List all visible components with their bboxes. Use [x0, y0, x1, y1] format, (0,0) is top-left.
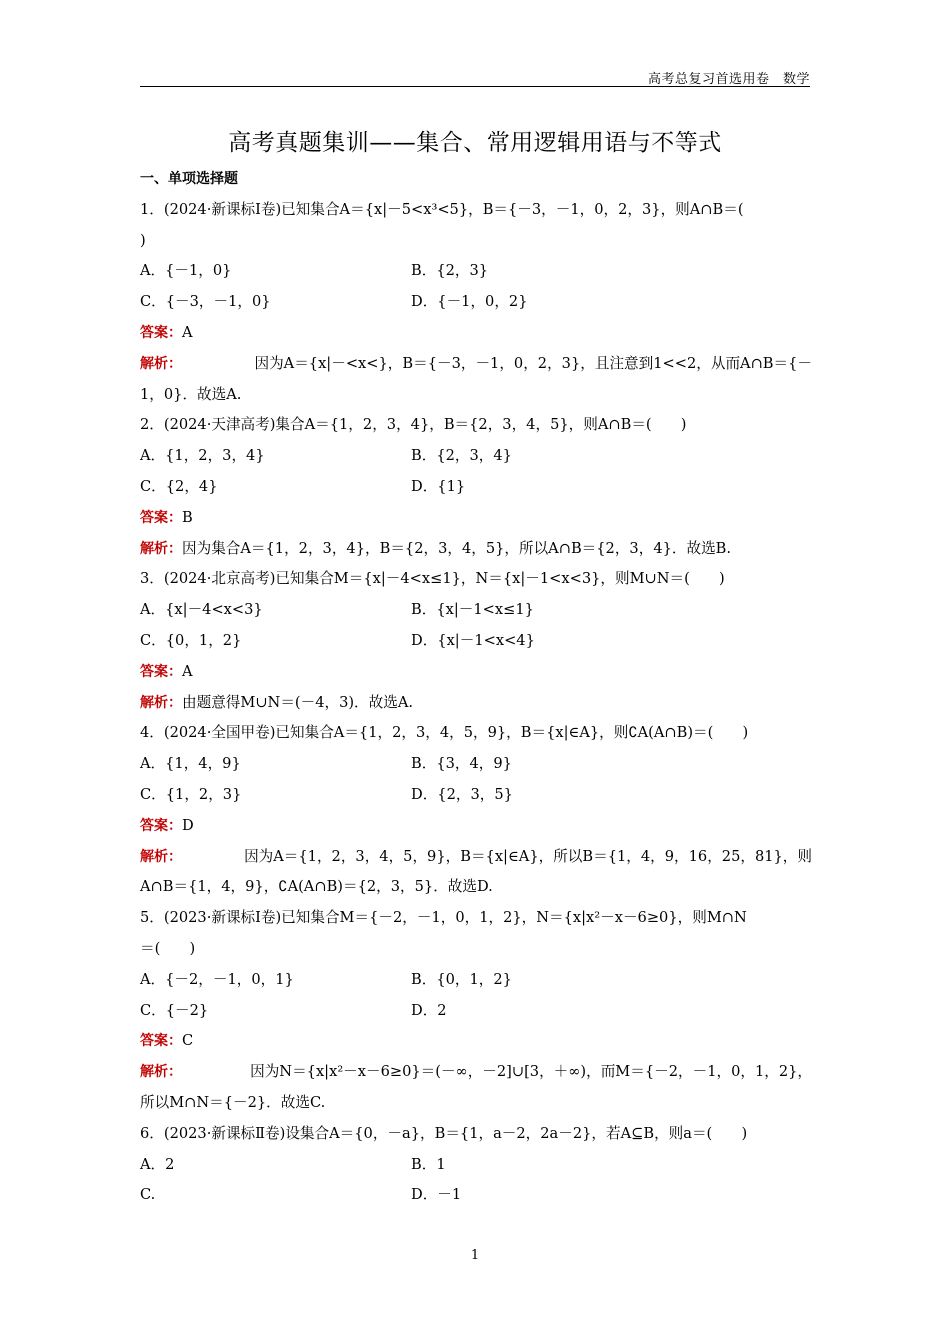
question-stem: 2．(2024·天津高考)集合A＝{1，2，3，4}，B＝{2，3，4，5}，则A∩B＝( ) — [140, 416, 687, 434]
options-row — [140, 476, 812, 507]
answer-line — [140, 815, 812, 846]
answer-value: A — [182, 662, 193, 680]
analysis-label: 解析： — [140, 848, 182, 865]
question-stem-cont: ) — [140, 231, 146, 249]
answer-label: 答案： — [140, 324, 182, 341]
question-3 — [140, 568, 812, 722]
option-a: A．{－2，－1，0，1} — [140, 970, 294, 988]
option-b: B．{0，1，2} — [411, 970, 512, 988]
analysis-line — [140, 538, 812, 569]
analysis-text-cont: A∩B＝{1，4，9}，∁A(A∩B)＝{2，3，5}．故选D. — [140, 878, 493, 896]
analysis-label: 解析： — [140, 1064, 182, 1081]
option-c: C．{0，1，2} — [140, 631, 242, 649]
question-stem: 6．(2023·新课标Ⅱ卷)设集合A＝{0，－a}，B＝{1，a－2，2a－2}，若A⊆B，则a＝( ) — [140, 1124, 748, 1142]
option-b: B．{2，3} — [411, 262, 489, 280]
question-4 — [140, 722, 812, 907]
options-row — [140, 753, 812, 784]
page-header — [140, 68, 810, 88]
analysis-label: 解析： — [140, 694, 182, 711]
page-title: 高考真题集训——集合、常用逻辑用语与不等式 — [228, 130, 722, 156]
analysis-line — [140, 353, 812, 384]
answer-line — [140, 322, 812, 353]
analysis-line — [140, 1061, 812, 1092]
analysis-label: 解析： — [140, 355, 182, 372]
option-c: C．{1，2，3} — [140, 785, 242, 803]
options-row — [140, 260, 812, 291]
question-stem: 4．(2024·全国甲卷)已知集合A＝{1，2，3，4，5，9}，B＝{x|∈A}，则∁A(A∩B)＝( ) — [140, 724, 749, 742]
analysis-label: 解析： — [140, 540, 182, 557]
option-d: D．{1} — [411, 477, 466, 495]
page-number: 1 — [470, 1248, 480, 1263]
analysis-line — [140, 846, 812, 877]
answer-line — [140, 1030, 812, 1061]
options-row — [140, 1000, 812, 1031]
answer-value: D — [182, 816, 194, 834]
answer-value: C — [182, 1032, 194, 1050]
option-b: B．{x|－1<x≤1} — [411, 601, 534, 619]
options-row — [140, 1154, 812, 1185]
document-body — [140, 168, 812, 1215]
section-heading: 一、单项选择题 — [140, 171, 238, 187]
header-text: 高考总复习首选用卷 数学 — [647, 72, 810, 87]
option-b: B．{3，4，9} — [411, 755, 512, 773]
options-row — [140, 784, 812, 815]
options-row — [140, 291, 812, 322]
analysis-text: 因为集合A＝{1，2，3，4}，B＝{2，3，4，5}，所以A∩B＝{2，3，4}．故选B. — [182, 539, 732, 557]
option-a: A．{x|－4<x<3} — [140, 601, 263, 619]
analysis-text: 因为A＝{x|－<x<}，B＝{－3，－1，0，2，3}，且注意到1<<2，从而A∩B＝{－ — [254, 354, 812, 372]
analysis-text: 由题意得M∪N＝(－4，3)．故选A. — [182, 693, 414, 711]
option-b: B．1 — [411, 1155, 446, 1173]
option-c: C．{－3，－1，0} — [140, 293, 271, 311]
option-d: D．2 — [411, 1001, 447, 1019]
question-5 — [140, 907, 812, 1123]
option-d: D．{x|－1<x<4} — [411, 631, 535, 649]
question-stem: 1．(2024·新课标Ⅰ卷)已知集合A＝{x|－5<x³<5}，B＝{－3，－1，0，2，3}，则A∩B＝( — [140, 200, 744, 218]
question-stem: 5．(2023·新课标Ⅰ卷)已知集合M＝{－2，－1，0，1，2}，N＝{x|x²－x－6≥0}，则M∩N — [140, 909, 747, 927]
option-a: A．{1，4，9} — [140, 755, 241, 773]
analysis-text: 因为N＝{x|x²－x－6≥0}＝(－∞，－2]∪[3，＋∞)，而M＝{－2，－1，0，1，2}， — [250, 1063, 812, 1081]
analysis-line — [140, 692, 812, 723]
options-row — [140, 630, 812, 661]
answer-label: 答案： — [140, 1033, 182, 1050]
options-row — [140, 1184, 812, 1215]
options-row — [140, 969, 812, 1000]
option-a: A．{－1，0} — [140, 262, 232, 280]
option-c: C．{2，4} — [140, 477, 218, 495]
options-row — [140, 445, 812, 476]
answer-value: A — [182, 323, 193, 341]
question-stem: 3．(2024·北京高考)已知集合M＝{x|－4<x≤1}，N＝{x|－1<x<3}，则M∪N＝( ) — [140, 570, 725, 588]
answer-line — [140, 507, 812, 538]
option-a: A．2 — [140, 1155, 175, 1173]
answer-label: 答案： — [140, 817, 182, 834]
option-c: C. — [140, 1186, 156, 1204]
question-stem-cont: ＝( ) — [140, 939, 196, 957]
analysis-text-cont: 1，0}．故选A. — [140, 385, 242, 403]
options-row — [140, 599, 812, 630]
header-rule — [140, 86, 810, 87]
answer-label: 答案： — [140, 663, 182, 680]
analysis-text-cont: 所以M∩N＝{－2}．故选C. — [140, 1093, 326, 1111]
answer-line — [140, 661, 812, 692]
answer-value: B — [182, 508, 193, 526]
option-a: A．{1，2，3，4} — [140, 447, 265, 465]
option-d: D．－1 — [411, 1186, 462, 1204]
option-d: D．{2，3，5} — [411, 785, 513, 803]
analysis-text: 因为A＝{1，2，3，4，5，9}，B＝{x|∈A}，所以B＝{1，4，9，16，25，81}，则 — [244, 847, 812, 865]
question-6 — [140, 1123, 812, 1215]
question-1 — [140, 199, 812, 415]
question-2 — [140, 414, 812, 568]
option-d: D．{－1，0，2} — [411, 293, 528, 311]
option-b: B．{2，3，4} — [411, 447, 512, 465]
answer-label: 答案： — [140, 509, 182, 526]
option-c: C．{－2} — [140, 1001, 209, 1019]
